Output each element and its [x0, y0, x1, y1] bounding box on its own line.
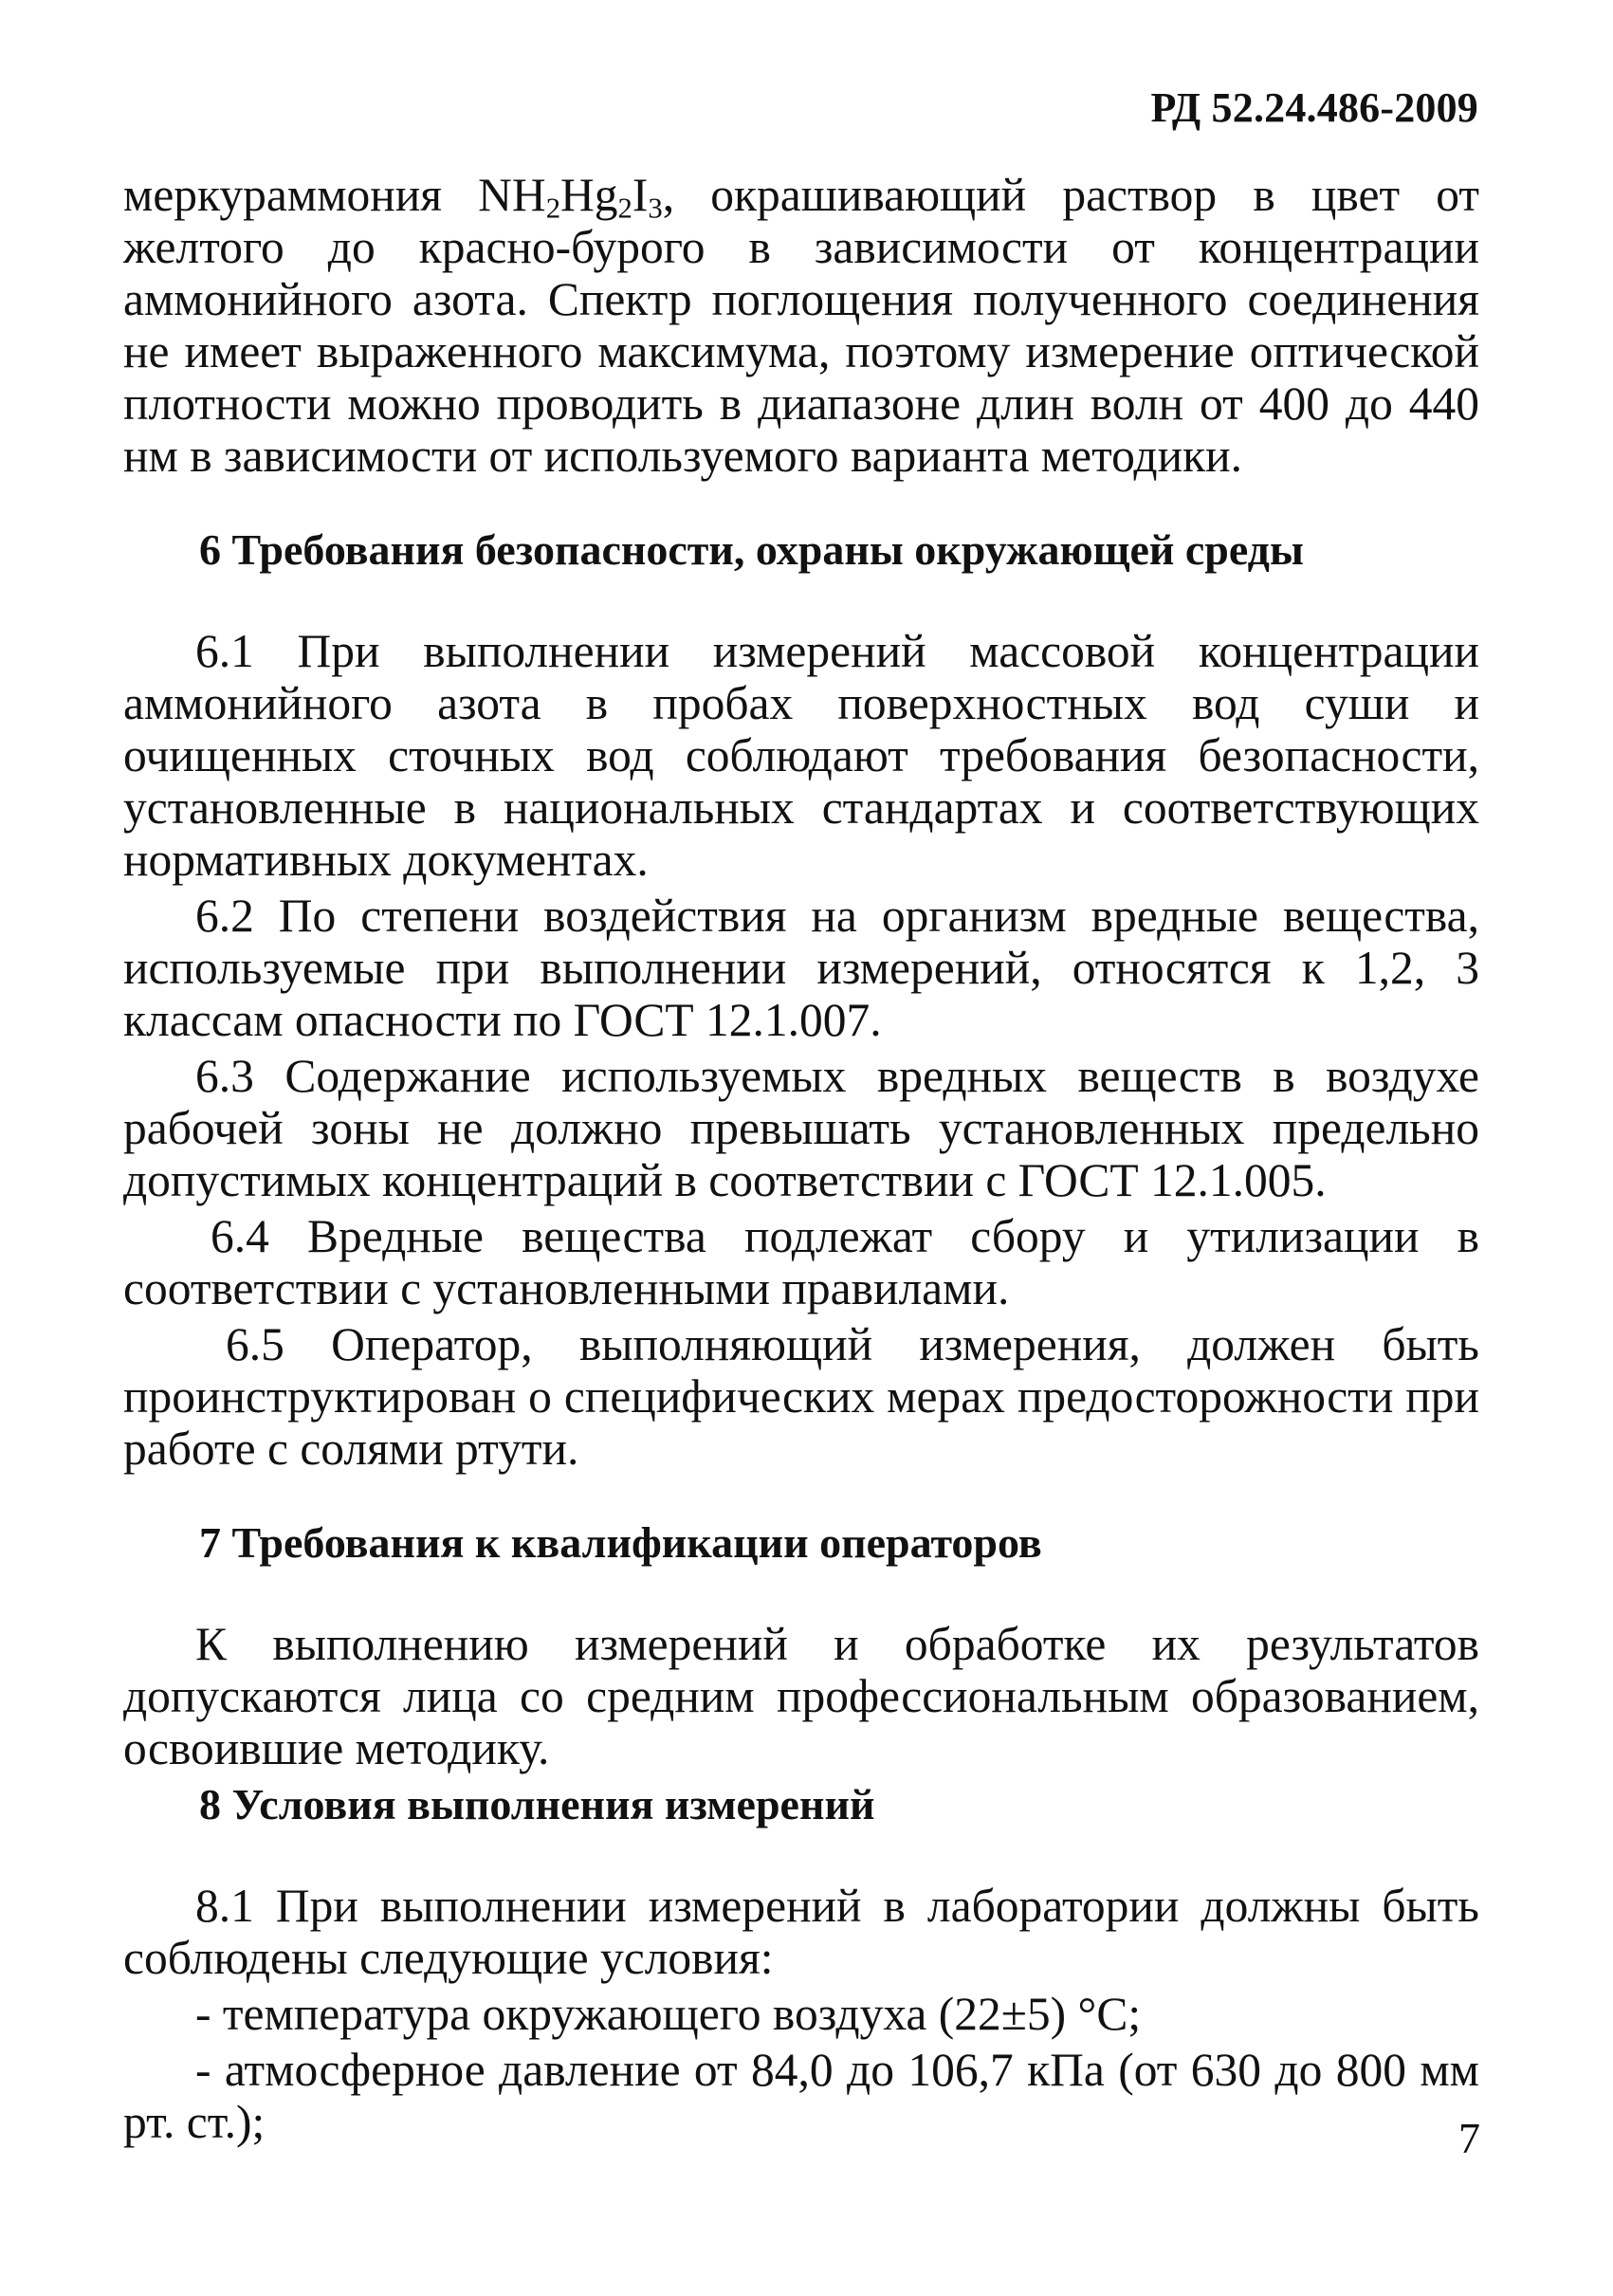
- section-7-title: 7 Требования к квалификации операторов: [199, 1518, 1042, 1567]
- intro-paragraph: [123, 169, 1479, 482]
- section-8-1: 8.1 При выполнении измерений в лаборатории должны быть соблюдены следующие условия:: [123, 1880, 1479, 1984]
- section-6-3: 6.3 Содержание используемых вредных веществ в воздухе рабочей зоны не должно превышать установленных предельно допустимых концентраций в соответствии с ГОСТ 12.1.005.: [123, 1050, 1479, 1206]
- section-6-title: 6 Требования безопасности, охраны окружающей среды: [199, 525, 1304, 574]
- intro-text-hg: Hg: [560, 169, 618, 221]
- intro-text-i: I: [632, 169, 649, 221]
- section-6-5: 6.5 Оператор, выполняющий измерения, должен быть проинструктирован о специфических мерах предосторожности при работе с солями ртути.: [123, 1318, 1479, 1475]
- intro-text-start: меркураммония NH: [123, 169, 546, 221]
- section-6-4: 6.4 Вредные вещества подлежат сбору и утилизации в соответствии с установленными правилами.: [123, 1210, 1479, 1314]
- condition-temperature: - температура окружающего воздуха (22±5) °С;: [195, 1988, 1142, 2040]
- intro-text-rest: , окрашивающий раствор в цвет от желтого до красно-бурого в зависимости от концентрации аммонийного азота. Спектр поглощения полученного соединения не имеет выраженного максимума, поэтому измерение оптической плотности можно проводить в диапазоне длин волн от 400 до 440 нм в зависимости от используемого варианта методики.: [123, 169, 1479, 482]
- intro-subscript-3: 3: [648, 192, 663, 225]
- page-number: 7: [1458, 2114, 1480, 2162]
- section-8-title: 8 Условия выполнения измерений: [199, 1780, 875, 1828]
- intro-subscript-2: 2: [617, 192, 632, 225]
- condition-pressure: - атмосферное давление от 84,0 до 106,7 кПа (от 630 до 800 мм рт. ст.);: [123, 2044, 1479, 2148]
- section-6-2: 6.2 По степени воздействия на организм вредные вещества, используемые при выполнении измерений, относятся к 1,2, 3 классам опасности по ГОСТ 12.1.007.: [123, 890, 1479, 1046]
- section-7-text: К выполнению измерений и обработке их результатов допускаются лица со средним профессиональным образованием, освоившие методику.: [123, 1618, 1479, 1774]
- document-number-header: РД 52.24.486-2009: [1150, 84, 1478, 131]
- section-6-1: 6.1 При выполнении измерений массовой концентрации аммонийного азота в пробах поверхностных вод суши и очищенных сточных вод соблюдают требования безопасности, установленные в национальных стандартах и соответствующих нормативных документах.: [123, 625, 1479, 886]
- page-content: [123, 169, 1479, 2148]
- intro-subscript-1: 2: [545, 192, 561, 225]
